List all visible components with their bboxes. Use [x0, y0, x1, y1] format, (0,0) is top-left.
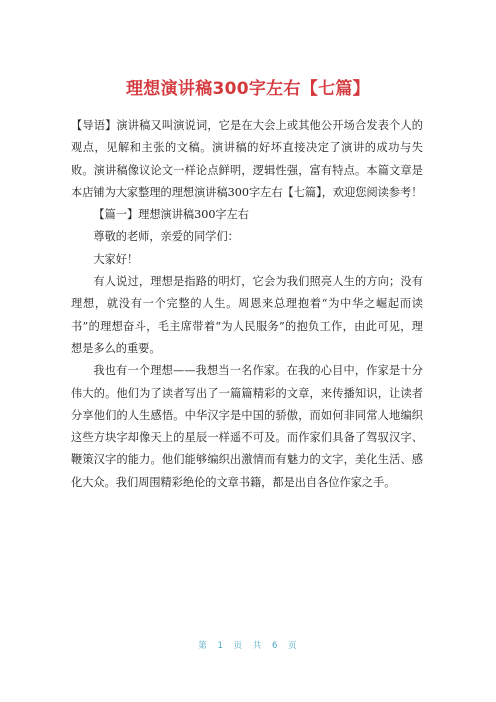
intro-paragraph: 【导语】演讲稿又叫演说词，它是在大会上或其他公开场合发表个人的观点，见解和主张的文稿。演讲稿的好坏直接决定了演讲的成功与失败。演讲稿像议论文一样论点鲜明，逻辑性强，富有特点。本篇文章是本店铺为大家整理的理想演讲稿300字左右【七篇】，欢迎您阅读参考！ — [71, 119, 423, 199]
document-body — [71, 115, 423, 494]
body-paragraph: 我也有一个理想——我想当一名作家。在我的心目中，作家是十分伟大的。他们为了读者写出了一篇篇精彩的文章，来传播知识，让读者分享他们的人生感悟。中华汉字是中国的骄傲，而如何非同常人地编织这些方块字却像天上的星辰一样遥不可及。而作家们具备了驾驭汉字、鞭策汉字的能力。他们能够编织出激情而有魅力的文字，美化生活、感化大众。我们周围精彩绝伦的文章书籍，都是出自各位作家之手。 — [71, 364, 423, 489]
body-paragraph: 有人说过，理想是指路的明灯，它会为我们照亮人生的方向；没有理想，就没有一个完整的人生。周恩来总理抱着“为中华之崛起而读书”的理想奋斗，毛主席带着“为人民服务”的抱负工作，由此可见，理想是多么的重要。 — [71, 275, 423, 355]
salutation: 尊敬的老师，亲爱的同学们： — [93, 230, 239, 244]
page-footer — [0, 639, 496, 651]
section-heading: 【篇一】理想演讲稿300字左右 — [93, 208, 249, 222]
greeting: 大家好！ — [93, 252, 139, 266]
footer-suffix: 页 — [288, 641, 298, 651]
footer-page-total: 6 — [272, 641, 279, 651]
footer-prefix: 第 — [198, 641, 208, 651]
document-title: 理想演讲稿300字左右【七篇】 — [126, 79, 370, 99]
footer-middle: 页 共 — [233, 641, 263, 651]
footer-page-number: 1 — [217, 641, 224, 651]
